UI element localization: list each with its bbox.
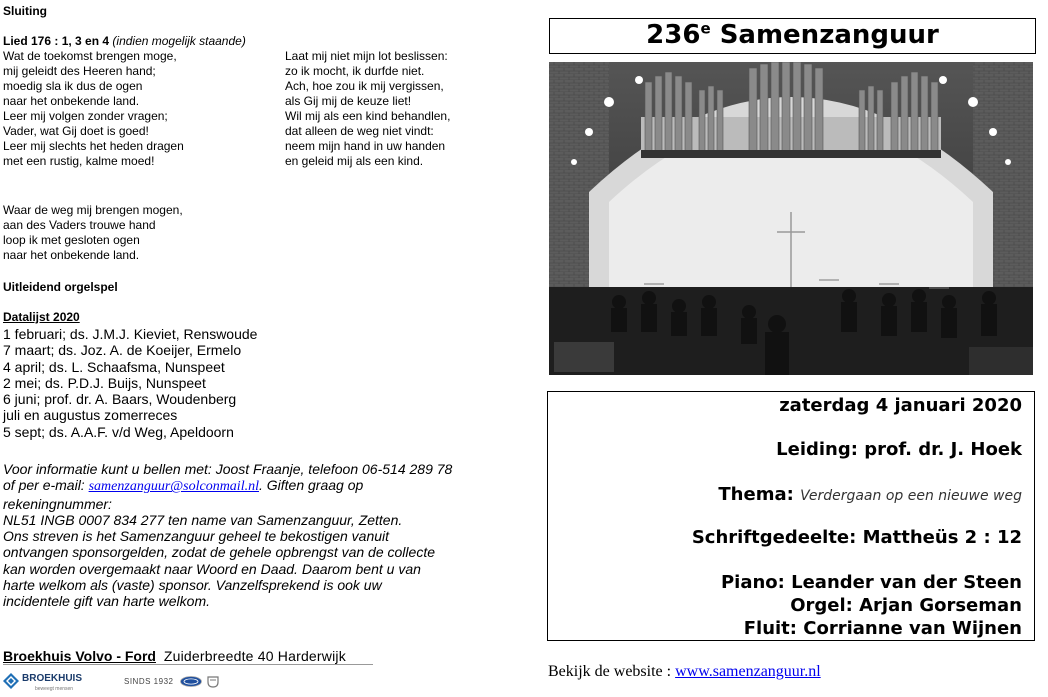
- info-line: rekeningnummer:: [3, 495, 112, 512]
- sponsor-divider: [3, 664, 373, 665]
- verse-line: moedig sla ik dus de ogen: [3, 79, 143, 93]
- info-line: harte welkom als (vaste) sponsor. Vanzelfsprekend is ook uw: [3, 577, 382, 594]
- volvo-logo-icon: [207, 675, 219, 688]
- verse-line: Laat mij niet mijn lot beslissen:: [285, 49, 448, 63]
- event-leiding: Leiding: prof. dr. J. Hoek: [776, 439, 1022, 460]
- sponsor-line: [3, 648, 346, 664]
- verse-line: Leer mij volgen zonder vragen;: [3, 109, 168, 123]
- verse1-col2: [285, 49, 450, 169]
- thema-label: Thema:: [718, 484, 794, 505]
- info-text: of per e-mail:: [3, 477, 85, 494]
- lied-heading: [3, 34, 246, 49]
- verse-line: neem mijn hand in uw handen: [285, 139, 446, 153]
- info-block: [3, 461, 452, 610]
- info-line-email: [3, 477, 452, 495]
- datalijst-item: 5 sept; ds. A.A.F. v/d Weg, Apeldoorn: [3, 423, 234, 440]
- sponsor-name: Broekhuis Volvo - Ford: [3, 648, 156, 664]
- event-piano: Piano: Leander van der Steen: [720, 572, 1022, 593]
- datalijst-item: 4 april; ds. L. Schaafsma, Nunspeet: [3, 358, 225, 375]
- heading-orgelspel: Uitleidend orgelspel: [3, 280, 118, 294]
- email-link[interactable]: samenzanguur@solconmail.nl: [88, 479, 259, 495]
- verse-line: Wil mij als een kind behandlen,: [285, 109, 451, 123]
- verse-line: zo ik mocht, ik durfde niet.: [285, 64, 425, 78]
- event-fluit: Fluit: Corrianne van Wijnen: [743, 618, 1022, 639]
- verse-line: Leer mij slechts het heden dragen: [3, 139, 184, 153]
- heading-sluiting: Sluiting: [3, 4, 47, 18]
- verse-line: naar het onbekende land.: [3, 248, 140, 262]
- verse-line: Ach, hoe zou ik mij vergissen,: [285, 79, 444, 93]
- event-orgel: Orgel: Arjan Gorseman: [790, 595, 1022, 616]
- info-line: NL51 INGB 0007 834 277 ten name van Samenzanguur, Zetten.: [3, 511, 403, 528]
- datalijst: [3, 326, 257, 440]
- broekhuis-tagline: beweegt mensen: [35, 686, 74, 692]
- broekhuis-logo-icon: [3, 673, 19, 689]
- verse1-col1: [3, 49, 184, 169]
- datalijst-item: juli en augustus zomerreces: [3, 407, 178, 424]
- title-word: Samenzanguur: [719, 20, 939, 50]
- datalijst-item: 6 juni; prof. dr. A. Baars, Woudenberg: [3, 391, 237, 408]
- lied-note: (indien mogelijk staande): [112, 34, 246, 48]
- datalijst-item: 2 mei; ds. P.D.J. Buijs, Nunspeet: [3, 374, 206, 391]
- verse-line: en geleid mij als een kind.: [285, 154, 424, 168]
- website-line: [548, 663, 821, 681]
- event-date: zaterdag 4 januari 2020: [779, 395, 1022, 416]
- datalijst-item: 7 maart; ds. Joz. A. de Koeijer, Ermelo: [3, 342, 242, 359]
- verse-line: dat alleen de weg niet vindt:: [285, 124, 434, 138]
- title-number: 236: [646, 20, 701, 50]
- event-thema: [718, 484, 1022, 505]
- sponsor-address: Zuiderbreedte 40 Harderwijk: [163, 648, 346, 664]
- verse3: [3, 203, 183, 263]
- verse-line: met een rustig, kalme moed!: [3, 154, 155, 168]
- verse-line: naar het onbekende land.: [3, 94, 140, 108]
- broekhuis-logo: [3, 672, 93, 696]
- info-text: . Giften graag op: [258, 477, 364, 494]
- info-line: ontvangen sponsorgelden, zodat de gehele opbrengst van de collecte: [3, 544, 435, 561]
- info-line: kan worden overgemaakt naar Woord en Daad. Daarom bent u van: [3, 560, 421, 577]
- verse-line: aan des Vaders trouwe hand: [3, 218, 156, 232]
- verse-line: Vader, wat Gij doet is goed!: [3, 124, 149, 138]
- event-info-box: [547, 391, 1035, 641]
- ford-logo-icon: [180, 676, 202, 687]
- verse-line: mij geleidt des Heeren hand;: [3, 64, 156, 78]
- verse-line: als Gij mij de keuze liet!: [285, 94, 412, 108]
- info-line: Voor informatie kunt u bellen met: Joost Fraanje, telefoon 06-514 289 78: [3, 461, 453, 477]
- sinds-text: SINDS 1932: [124, 677, 174, 686]
- website-label: Bekijk de website :: [548, 663, 672, 680]
- datalijst-item: 1 februari; ds. J.M.J. Kieviet, Renswoude: [3, 326, 258, 342]
- broekhuis-logo-text: BROEKHUIS: [22, 673, 83, 684]
- title-sup: e: [700, 19, 711, 38]
- verse-line: Wat de toekomst brengen moge,: [3, 49, 177, 63]
- page-title: [549, 18, 1036, 54]
- verse-line: loop ik met gesloten ogen: [3, 233, 140, 247]
- website-link[interactable]: www.samenzanguur.nl: [675, 663, 821, 680]
- concert-photo: [549, 62, 1033, 375]
- datalijst-title: Datalijst 2020: [3, 310, 80, 324]
- lied-ref: Lied 176 : 1, 3 en 4: [3, 34, 110, 48]
- verse-line: Waar de weg mij brengen mogen,: [3, 203, 183, 217]
- thema-value: Verdergaan op een nieuwe weg: [800, 488, 1022, 504]
- info-line: incidentele gift van harte welkom.: [3, 593, 210, 610]
- event-schrift: Schriftgedeelte: Mattheüs 2 : 12: [691, 527, 1022, 548]
- info-line: Ons streven is het Samenzanguur geheel te bekostigen vanuit: [3, 528, 390, 545]
